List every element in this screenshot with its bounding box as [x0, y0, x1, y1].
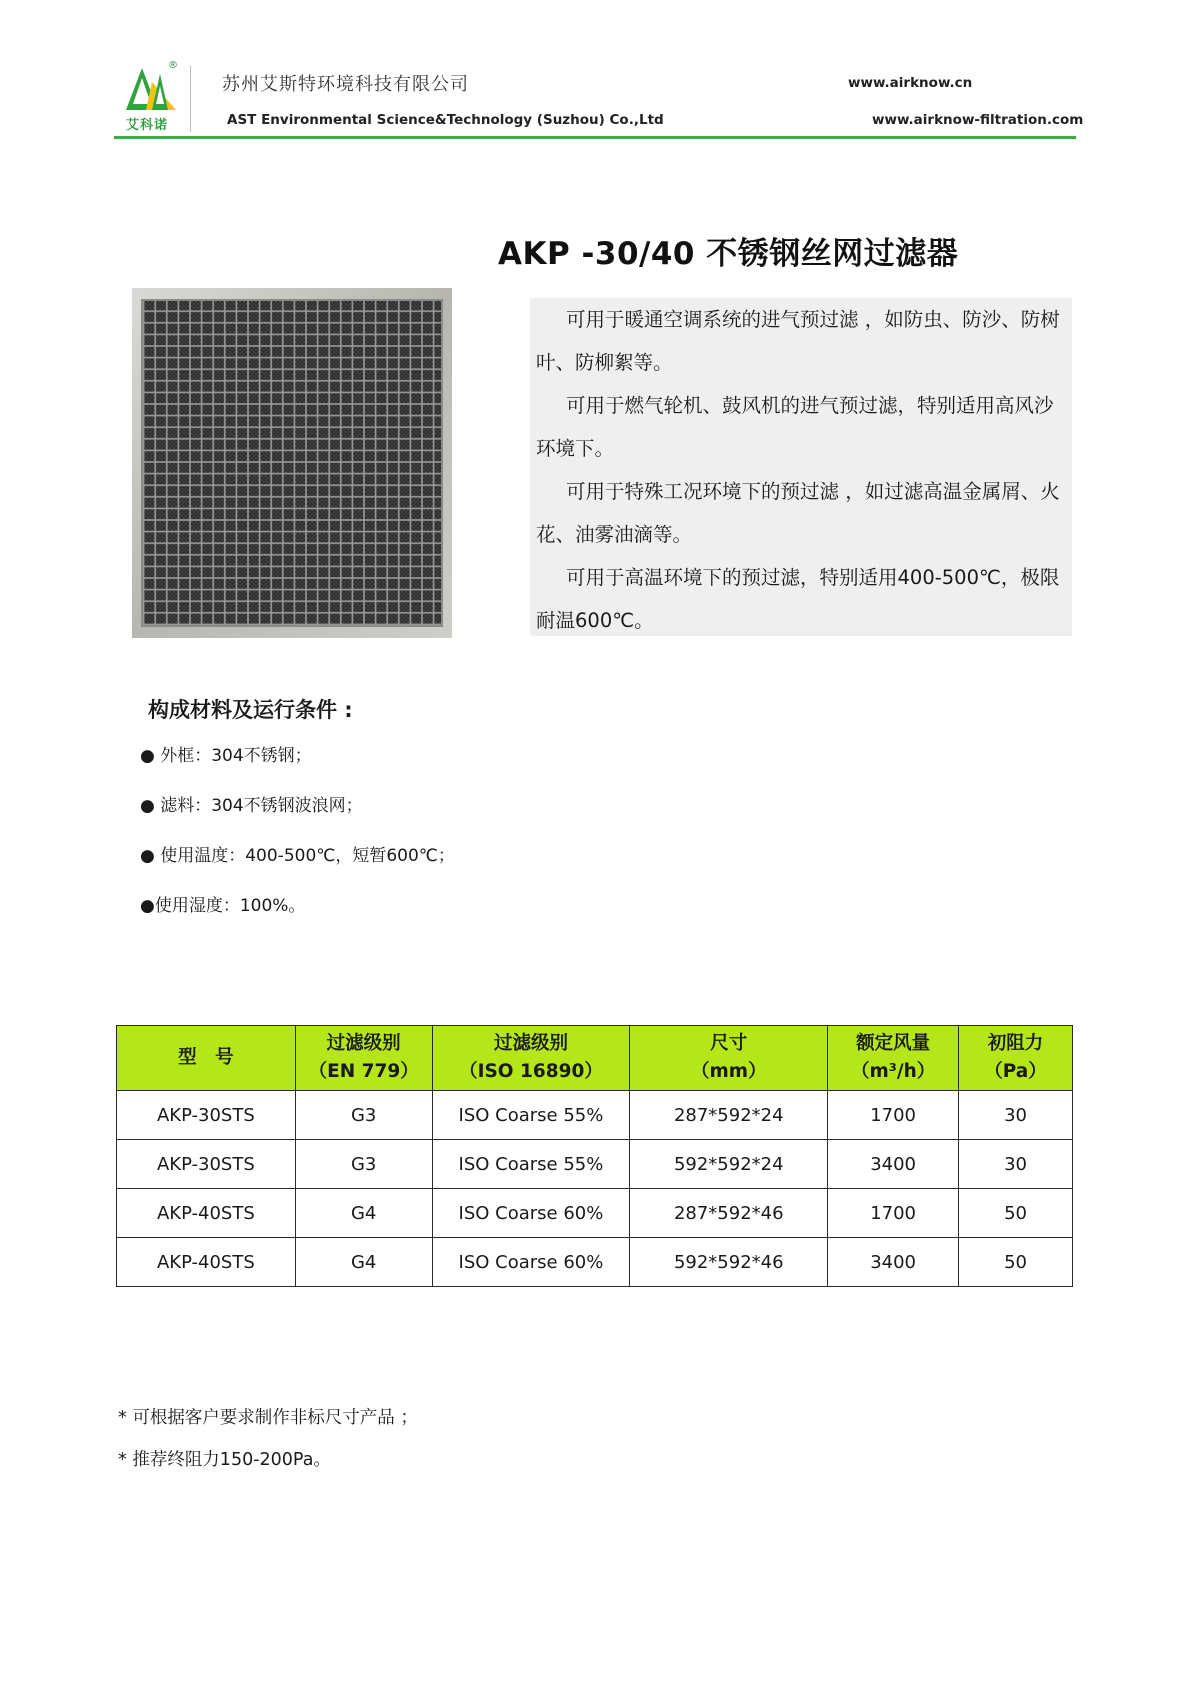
- cell-resistance: 50: [959, 1189, 1073, 1238]
- cell-en779: G4: [295, 1238, 432, 1287]
- column-header-airflow: 额定风量 （m³/h）: [828, 1026, 959, 1091]
- cell-airflow: 1700: [828, 1091, 959, 1140]
- page-title: AKP -30/40 不锈钢丝网过滤器: [498, 236, 959, 272]
- website-link-2[interactable]: www.airknow-filtration.com: [872, 112, 1084, 128]
- logo-mark-icon: [122, 64, 188, 118]
- cell-en779: G4: [295, 1189, 432, 1238]
- cell-model: AKP-40STS: [117, 1189, 296, 1238]
- description-paragraph: 可用于燃气轮机、鼓风机的进气预过滤，特别适用高风沙环境下。: [536, 394, 1054, 460]
- website-link-1[interactable]: www.airknow.cn: [848, 75, 973, 91]
- cell-resistance: 30: [959, 1140, 1073, 1189]
- description-paragraph: 可用于高温环境下的预过滤，特别适用400-500℃，极限耐温600℃。: [536, 566, 1060, 632]
- cell-model: AKP-30STS: [117, 1091, 296, 1140]
- spec-item: ● 使用温度：400-500℃，短暂600℃；: [140, 846, 455, 866]
- cell-iso16890: ISO Coarse 55%: [432, 1091, 630, 1140]
- footnote: * 推荐终阻力150-200Pa。: [118, 1450, 331, 1470]
- table-row: [117, 1140, 1073, 1189]
- column-header-iso16890: 过滤级别 （ISO 16890）: [432, 1026, 630, 1091]
- table-row: [117, 1091, 1073, 1140]
- header-divider: [114, 136, 1076, 139]
- column-header-resistance: 初阻力 （Pa）: [959, 1026, 1073, 1091]
- specs-heading: 构成材料及运行条件 :: [148, 698, 353, 722]
- cell-airflow: 3400: [828, 1238, 959, 1287]
- column-header-model: 型 号: [117, 1026, 296, 1091]
- registered-mark: ®: [168, 60, 178, 71]
- column-header-size: 尺寸 （mm）: [630, 1026, 828, 1091]
- cell-model: AKP-40STS: [117, 1238, 296, 1287]
- spec-item: ● 滤料：304不锈钢波浪网；: [140, 796, 363, 816]
- spec-item: ● 外框：304不锈钢；: [140, 746, 312, 766]
- cell-iso16890: ISO Coarse 55%: [432, 1140, 630, 1189]
- logo-text: 艾科诺: [126, 118, 169, 133]
- description-paragraph: 可用于暖通空调系统的进气预过滤 ，如防虫、防沙、防树叶、防柳絮等。: [536, 308, 1060, 374]
- product-image: [132, 288, 452, 638]
- description-paragraph: 可用于特殊工况环境下的预过滤 ，如过滤高温金属屑、火花、油雾油滴等。: [536, 480, 1060, 546]
- spec-table: [116, 1025, 1073, 1287]
- company-name-en: AST Environmental Science&Technology (Suzhou) Co.,Ltd: [227, 112, 664, 128]
- footnote: * 可根据客户要求制作非标尺寸产品 ；: [118, 1408, 418, 1428]
- table-header-row: [117, 1026, 1073, 1091]
- spec-item: ●使用湿度：100%。: [140, 896, 306, 916]
- company-name-cn: 苏州艾斯特环境科技有限公司: [222, 74, 469, 95]
- cell-airflow: 1700: [828, 1189, 959, 1238]
- column-header-en779: 过滤级别 （EN 779）: [295, 1026, 432, 1091]
- cell-size: 592*592*24: [630, 1140, 828, 1189]
- cell-resistance: 50: [959, 1238, 1073, 1287]
- description-panel: [530, 298, 1072, 636]
- cell-en779: G3: [295, 1091, 432, 1140]
- cell-size: 287*592*46: [630, 1189, 828, 1238]
- cell-iso16890: ISO Coarse 60%: [432, 1189, 630, 1238]
- cell-airflow: 3400: [828, 1140, 959, 1189]
- cell-en779: G3: [295, 1140, 432, 1189]
- cell-size: 592*592*46: [630, 1238, 828, 1287]
- table-row: [117, 1189, 1073, 1238]
- header-separator: [190, 66, 191, 132]
- cell-size: 287*592*24: [630, 1091, 828, 1140]
- table-row: [117, 1238, 1073, 1287]
- cell-resistance: 30: [959, 1091, 1073, 1140]
- company-logo: [122, 60, 188, 136]
- cell-model: AKP-30STS: [117, 1140, 296, 1189]
- cell-iso16890: ISO Coarse 60%: [432, 1238, 630, 1287]
